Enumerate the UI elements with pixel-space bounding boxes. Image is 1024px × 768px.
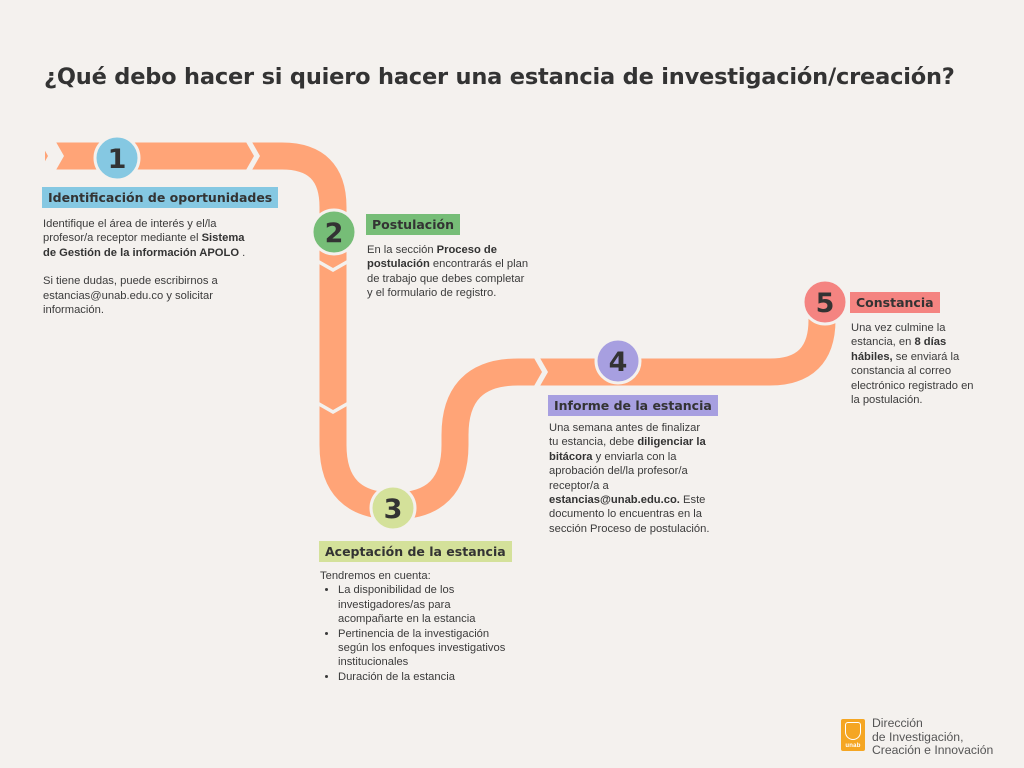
logo-text: Dirección de Investigación, Creación e Innovación: [872, 716, 994, 757]
description-paragraph: Si tiene dudas, puede escribirnos a estancias@unab.edu.co y solicitar información.: [43, 275, 218, 317]
institution-logo: [838, 717, 1018, 761]
step-2-label: Postulación: [366, 214, 460, 235]
list-item: • Duración de la estancia: [338, 670, 516, 684]
description-paragraph: En la sección Proceso de postulación encontrarás el plan de trabajo que debes completar y el formulario de registro.: [367, 244, 529, 300]
step-marker-4: [596, 339, 640, 383]
step-marker-3: [371, 486, 415, 530]
step-1-description: [43, 217, 253, 317]
step-marker-5: [803, 280, 847, 324]
step-number-2: 2: [324, 218, 344, 249]
step-number-3: 3: [383, 494, 403, 525]
page-title: ¿Qué debo hacer si quiero hacer una estancia de investigación/creación?: [44, 64, 955, 90]
step-3-description: [320, 569, 516, 684]
step-marker-1: [95, 136, 139, 180]
description-paragraph: Identifique el área de interés y el/la profesor/a receptor mediante el Sistema de Gestión de la información APOLO .: [43, 218, 246, 259]
step-1-label: Identificación de oportunidades: [42, 187, 278, 208]
list-item: • Pertinencia de la investigación según los enfoques investigativos institucionales: [338, 627, 516, 670]
step-2-description: [367, 243, 529, 301]
step-5-description: [851, 321, 977, 407]
step-4-label: Informe de la estancia: [548, 395, 718, 416]
step-marker-2: [312, 210, 356, 254]
description-paragraph: Una vez culmine la estancia, en 8 días hábiles, se enviará la constancia al correo electrónico registrado en la postulación.: [851, 322, 974, 407]
unab-logo-icon: unab: [841, 719, 865, 751]
step-3-intro: Tendremos en cuenta:: [320, 570, 431, 582]
step-number-4: 4: [608, 347, 628, 378]
step-4-description: [549, 421, 711, 536]
step-number-1: 1: [107, 144, 127, 175]
description-paragraph: Una semana antes de finalizar tu estancia, debe diligenciar la bitácora y enviarla con la aprobación del/la profesor/a receptor/a a estancias@unab.edu.co. Este documento lo encuentras en la sección Proceso de postulación.: [549, 422, 710, 535]
list-item: • La disponibilidad de los investigadores/as para acompañarte en la estancia: [338, 583, 516, 626]
step-3-label: Aceptación de la estancia: [319, 541, 512, 562]
step-3-criteria-list: [320, 583, 516, 684]
step-5-label: Constancia: [850, 292, 940, 313]
step-number-5: 5: [815, 288, 835, 319]
